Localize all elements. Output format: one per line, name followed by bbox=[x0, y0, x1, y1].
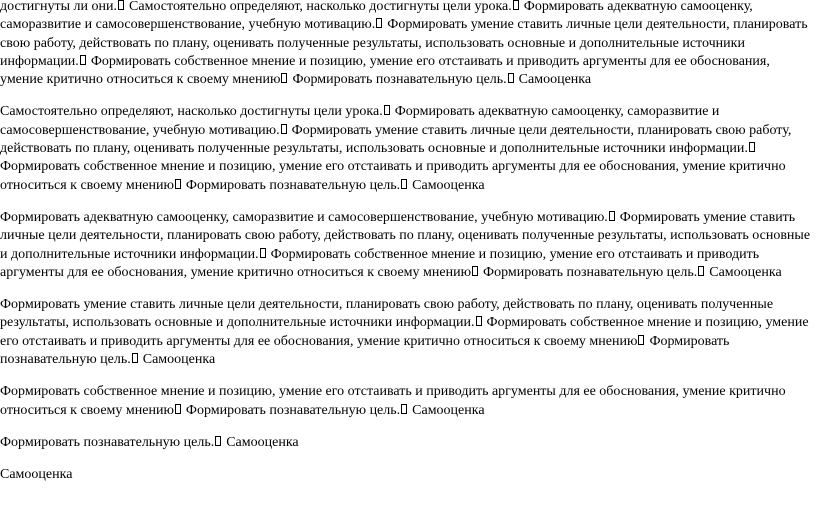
missing-glyph-icon bbox=[384, 105, 390, 115]
text-segment: Самостоятельно определяют, насколько достигнуты цели урока. bbox=[129, 0, 512, 14]
text-segment: Самостоятельно определяют, насколько достигнуты цели урока. bbox=[0, 104, 383, 120]
paragraph bbox=[0, 0, 812, 89]
text-segment: Самооценка bbox=[0, 467, 73, 483]
missing-glyph-icon bbox=[401, 179, 407, 189]
paragraph bbox=[0, 209, 812, 282]
text-segment: Формировать собственное мнение и позицию, умение его отстаивать и приводить аргументы для ее обоснования, умение критично относиться к своему мнению bbox=[0, 246, 760, 280]
missing-glyph-icon bbox=[401, 404, 407, 414]
text-segment: Формировать собственное мнение и позицию, умение его отстаивать и приводить аргументы для ее обоснования, умение критично относиться к своему мнению bbox=[0, 53, 770, 88]
text-segment: Формировать адекватную самооценку, саморазвитие и самосовершенствование, учебную мотивацию. bbox=[0, 0, 753, 33]
missing-glyph-icon bbox=[281, 124, 287, 134]
missing-glyph-icon bbox=[472, 266, 478, 276]
text-segment: Формировать познавательную цель. bbox=[185, 177, 401, 193]
missing-glyph-icon bbox=[215, 436, 221, 446]
missing-glyph-icon bbox=[118, 0, 124, 10]
text-segment: Формировать собственное мнение и позицию, умение его отстаивать и приводить аргументы для ее обоснования, умение критично относиться к своему мнению bbox=[0, 159, 786, 193]
text-segment: достигнуты ли они. bbox=[0, 0, 118, 14]
text-segment: Формировать умение ставить личные цели деятельности, планировать свою работу, действовать по плану, оценивать полученные результаты, использовать основные и дополнительные источники информации. bbox=[0, 297, 774, 331]
text-segment: Формировать познавательную цель. bbox=[483, 264, 698, 280]
text-segment: Самооценка bbox=[412, 402, 485, 418]
text-segment: Формировать умение ставить личные цели деятельности, планировать свою работу, действовать по плану, оценивать полученные результаты, использовать основные и дополнительные источники информации. bbox=[0, 122, 792, 157]
text-segment: Формировать умение ставить личные цели деятельности, планировать свою работу, действовать по плану, оценивать полученные результаты, использовать основные и дополнительные источники информации. bbox=[0, 209, 811, 262]
paragraph bbox=[0, 103, 812, 194]
missing-glyph-icon bbox=[80, 55, 86, 65]
missing-glyph-icon bbox=[376, 18, 382, 28]
missing-glyph-icon bbox=[281, 73, 287, 83]
text-segment: Формировать познавательную цель. bbox=[185, 402, 401, 418]
missing-glyph-icon bbox=[132, 353, 138, 363]
missing-glyph-icon bbox=[260, 248, 266, 258]
text-segment: Самооценка bbox=[709, 264, 782, 280]
text-segment: Самооценка bbox=[518, 72, 592, 88]
paragraph bbox=[0, 466, 812, 484]
missing-glyph-icon bbox=[513, 0, 519, 10]
text-segment: Самооценка bbox=[142, 352, 216, 368]
text-segment: Формировать собственное мнение и позицию, умение его отстаивать и приводить аргументы для ее обоснования, умение критично относиться к своему мнению bbox=[0, 315, 809, 349]
missing-glyph-icon bbox=[749, 142, 755, 152]
text-segment: Формировать адекватную самооценку, саморазвитие и самосовершенствование, учебную мотивацию. bbox=[0, 209, 608, 225]
text-segment: Формировать умение ставить личные цели деятельности, планировать свою работу, действовать по плану, оценивать полученные результаты, использовать основные и дополнительные источники информации. bbox=[0, 17, 808, 69]
missing-glyph-icon bbox=[698, 266, 704, 276]
text-segment: Формировать познавательную цель. bbox=[0, 333, 730, 368]
missing-glyph-icon bbox=[175, 404, 181, 414]
paragraph bbox=[0, 383, 812, 420]
paragraph bbox=[0, 434, 812, 452]
text-segment: Самооценка bbox=[226, 434, 299, 450]
text-segment: Формировать познавательную цель. bbox=[292, 72, 507, 88]
missing-glyph-icon bbox=[609, 211, 615, 221]
text-segment: Формировать адекватную самооценку, саморазвитие и самосовершенствование, учебную мотивацию. bbox=[0, 104, 720, 138]
text-segment: Формировать собственное мнение и позицию, умение его отстаивать и приводить аргументы для ее обоснования, умение критично относиться к своему мнению bbox=[0, 384, 786, 418]
text-segment: Самооценка bbox=[412, 177, 485, 193]
missing-glyph-icon bbox=[508, 73, 514, 83]
missing-glyph-icon bbox=[638, 335, 644, 345]
text-segment: Формировать познавательную цель. bbox=[0, 434, 215, 450]
missing-glyph-icon bbox=[175, 179, 181, 189]
missing-glyph-icon bbox=[476, 316, 482, 326]
paragraph bbox=[0, 296, 812, 369]
